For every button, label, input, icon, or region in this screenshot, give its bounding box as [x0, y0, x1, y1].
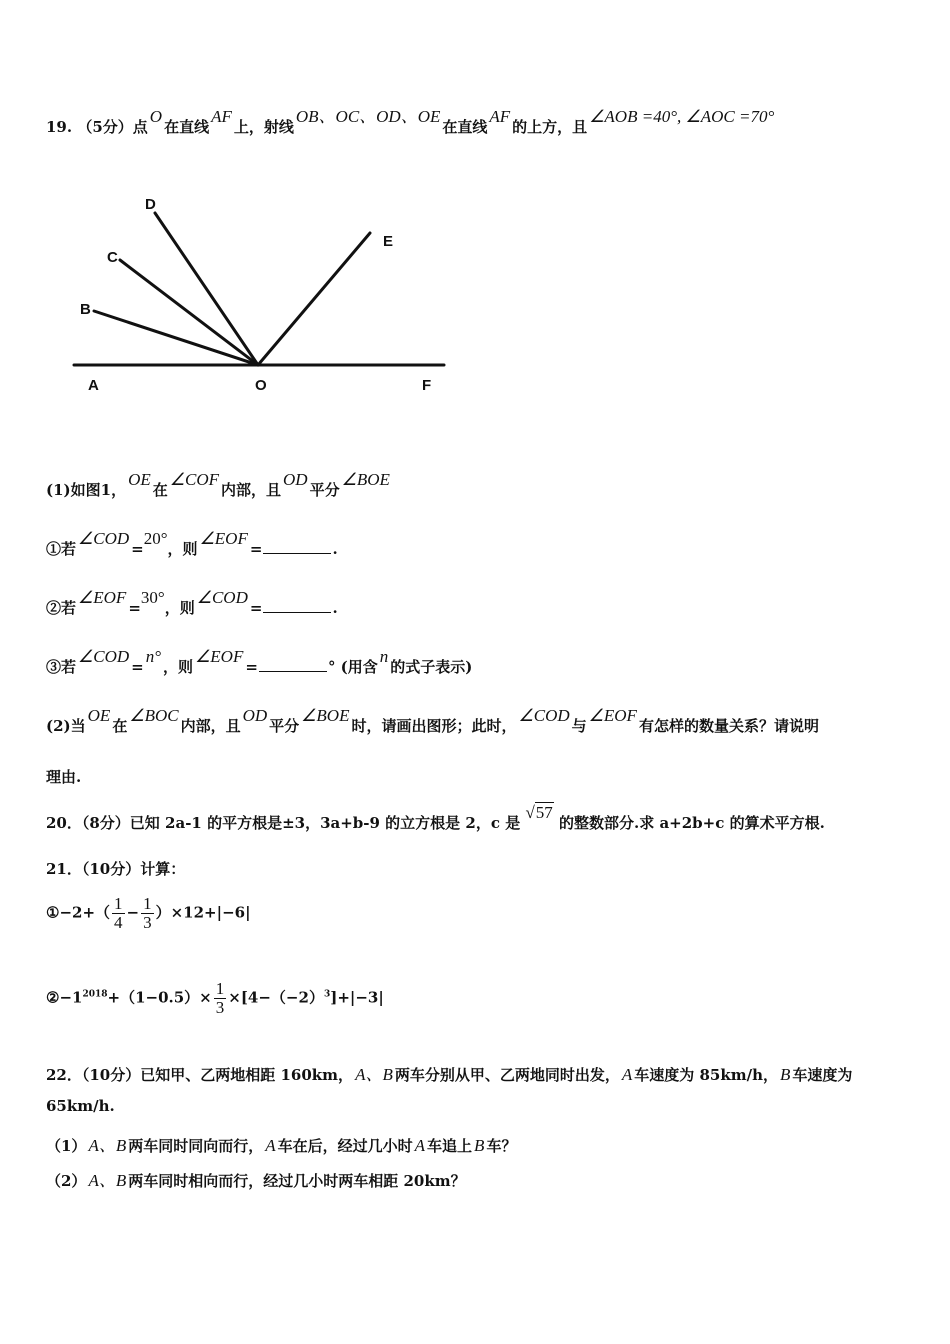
ray-oc — [120, 260, 258, 365]
label-f: F — [422, 377, 432, 394]
answer-blank[interactable] — [263, 541, 331, 554]
sub2-line: ②若∠EOF=30°，则∠COD= . — [46, 588, 338, 617]
label-b: B — [80, 301, 91, 318]
label-o: O — [255, 377, 267, 394]
q21-expr2: $②-1^{2018}+(1-0.5)\times$ $\frac{1}{3}$ $\times[4-(-2)^3]+|-3|$ — [46, 979, 384, 1017]
q21-expr1: ①−2+（ $\frac{1}{4}$ − $\frac{1}{3}$ ）×12+|−6| — [46, 894, 251, 932]
sub3-line: ③若∠COD=n°，则∠EOF= ° (用含n的式子表示) — [46, 647, 473, 676]
q22-sub2: （2） A、B 两车同时相向而行，经过几小时两车相距 20km？ — [46, 1171, 466, 1190]
label-c: C — [107, 249, 118, 266]
angle-figure — [60, 185, 460, 405]
label-d: D — [145, 196, 156, 213]
ray-od — [155, 213, 258, 365]
fraction: $\frac{1}{3}$ — [215, 979, 225, 1017]
q19-line: 19. （5分）点O在直线AF上，射线OB、OC、OD、OE在直线AF的上方，且∠AOB =40°, ∠AOC =70° — [46, 107, 775, 136]
label-a: A — [88, 377, 99, 394]
label-e: E — [383, 233, 394, 250]
fraction: $\frac{1}{3}$ — [143, 894, 152, 932]
q19-given-angles: ∠AOB =40°, ∠AOC =70° — [589, 107, 775, 126]
q21-title: 21．（10分）计算： — [46, 860, 186, 878]
sqrt-57: √57 — [525, 803, 553, 822]
ray-ob — [94, 311, 258, 365]
part1-line: (1)如图1，OE在∠COF内部，且OD平分∠BOE — [46, 470, 390, 499]
answer-blank[interactable] — [263, 600, 331, 613]
sub1-line: ①若∠COD=20°，则∠EOF= . — [46, 529, 338, 558]
answer-blank[interactable] — [259, 659, 327, 672]
q22-sub1: （1） A、B 两车同时同向而行， A 车在后，经过几小时 A 车追上 B 车？ — [46, 1136, 517, 1155]
q19-number: 19. — [46, 118, 73, 136]
fraction: $\frac{1}{4}$ — [114, 894, 123, 932]
q20-line: 20．（8分）已知 2a-1 的平方根是±3，3a+b-9 的立方根是 2，c 是 √57 的整数部分.求 a+2b+c 的算术平方根. — [46, 803, 825, 832]
part2-line-2: 理由. — [46, 768, 82, 786]
q22-line: 22．（10分）已知甲、乙两地相距 160km， A、B 两车分别从甲、乙两地同时出发， A 车速度为 85km/h， B 车速度为 — [46, 1065, 853, 1084]
part2-line: (2)当OE在∠BOC内部，且OD平分∠BOE时，请画出图形；此时，∠COD与∠EOF有怎样的数量关系？请说明 — [46, 706, 819, 735]
q22-line-2: 65km/h. — [46, 1097, 115, 1115]
ray-oe — [258, 233, 370, 365]
